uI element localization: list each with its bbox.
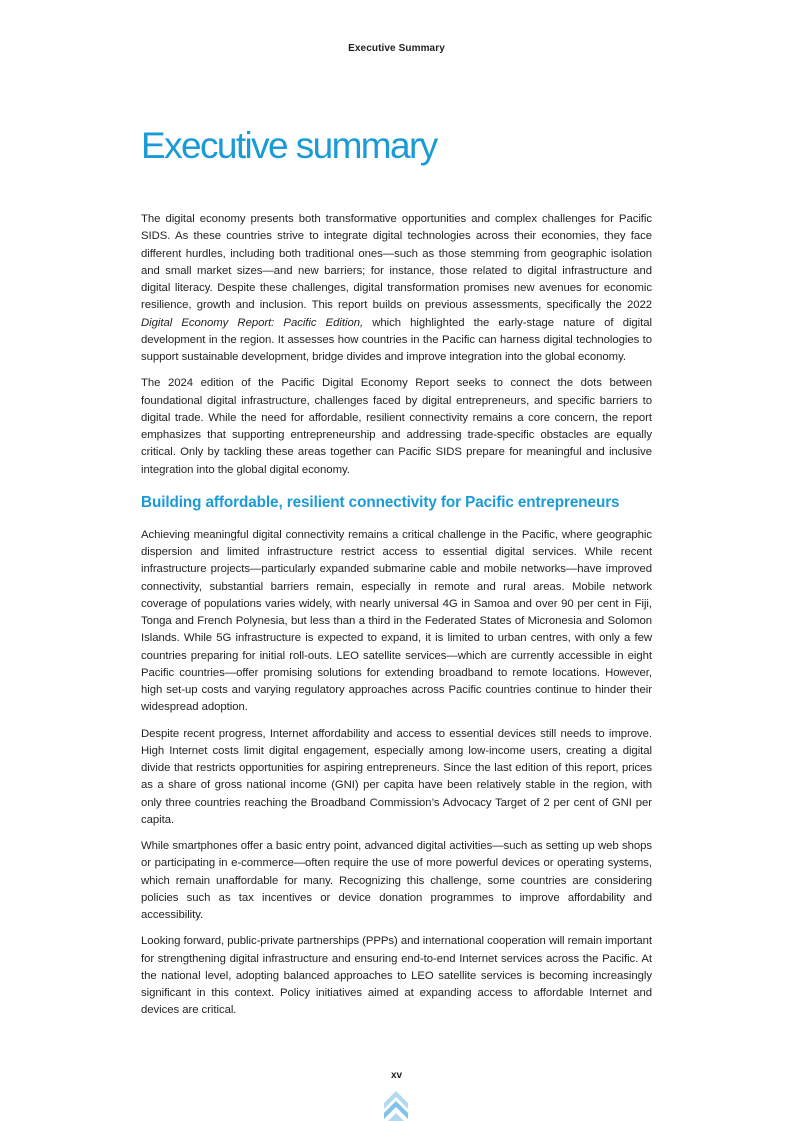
page-number: xv — [390, 1070, 403, 1081]
intro-paragraph-1 — [141, 211, 652, 366]
section-paragraph-1: Achieving meaningful digital connectivity remains a critical challenge in the Pacific, where geographic dispersion and limited infrastructure restrict access to essential digital services. While recent infrastructure projects—particularly expanded submarine cable and mobile networks—have improved connectivity, substantial barriers remain, especially in remote and rural areas. Mobile network coverage of populations varies widely, with nearly universal 4G in Samoa and over 90 per cent in Fiji, Tonga and French Polynesia, but less than a third in the Federated States of Micronesia and Solomon Islands. While 5G infrastructure is expected to expand, it is limited to urban centres, with only a few countries preparing for initial roll-outs. LEO satellite services—which are currently accessible in eight Pacific countries—offer promising solutions for extending broadband to remote locations. However, high set-up costs and varying regulatory approaches across Pacific countries continue to hinder their widespread adoption. — [141, 528, 652, 714]
main-content — [141, 211, 652, 1029]
intro-paragraph-2: The 2024 edition of the Pacific Digital Economy Report seeks to connect the dots between foundational digital infrastructure, challenges faced by digital entrepreneurs, and specific barriers to digital trade. While the need for affordable, resilient connectivity remains a core concern, the report emphasizes that supporting entrepreneurship and addressing trade-specific obstacles are equally critical. Only by tackling these areas together can Pacific SIDS prepare for meaningful and inclusive integration into the global digital economy. — [141, 377, 652, 476]
page-title: Executive summary — [141, 125, 437, 166]
intro-paragraph-1-text-a: The digital economy presents both transformative opportunities and complex challenges for Pacific SIDS. As these countries strive to integrate digital technologies across their economies, they face different hurdles, including both traditional ones—such as those stemming from geographic isolation and small market sizes—and new barriers; for instance, those related to digital infrastructure and digital literacy. Despite these challenges, digital transformation promises new avenues for economic resilience, growth and inclusion. This report builds on previous assessments, specifically the 2022 — [141, 213, 652, 312]
section-paragraph-4: Looking forward, public-private partnerships (PPPs) and international cooperation will remain important for strengthening digital infrastructure and ensuring end-to-end Internet services across the Pacific. At the national level, adopting balanced approaches to LEO satellite services is becoming increasingly significant in this context. Policy initiatives aimed at expanding access to affordable Internet and devices are critical. — [141, 935, 652, 1017]
section-heading-connectivity: Building affordable, resilient connectivity for Pacific entrepreneurs — [141, 493, 620, 511]
chevron-up-logo-icon — [382, 1089, 410, 1121]
report-title-italic: Digital Economy Report: Pacific Edition, — [141, 316, 364, 329]
intro-paragraph-1-text-b: which highlighted the early-stage nature of digital development in the region. It assesses how countries in the Pacific can harness digital technologies to support sustainable development, bridge divides and improve integration into the global economy. — [141, 316, 652, 363]
section-paragraph-2: Despite recent progress, Internet affordability and access to essential devices still needs to improve. High Internet costs limit digital engagement, especially among low-income users, creating a digital divide that restricts opportunities for aspiring entrepreneurs. Since the last edition of this report, prices as a share of gross national income (GNI) per capita have been relatively stable in the region, with only three countries reaching the Broadband Commission’s Advocacy Target of 2 per cent of GNI per capita. — [141, 727, 652, 826]
logo-chevron-bottom — [388, 1113, 404, 1121]
running-header: Executive Summary — [348, 43, 445, 54]
section-paragraph-3: While smartphones offer a basic entry point, advanced digital activities—such as setting up web shops or participating in e-commerce—often require the use of more powerful devices or operating systems, which remain unaffordable for many. Recognizing this challenge, some countries are considering policies such as tax incentives or device donation programmes to improve affordability and accessibility. — [141, 840, 652, 921]
